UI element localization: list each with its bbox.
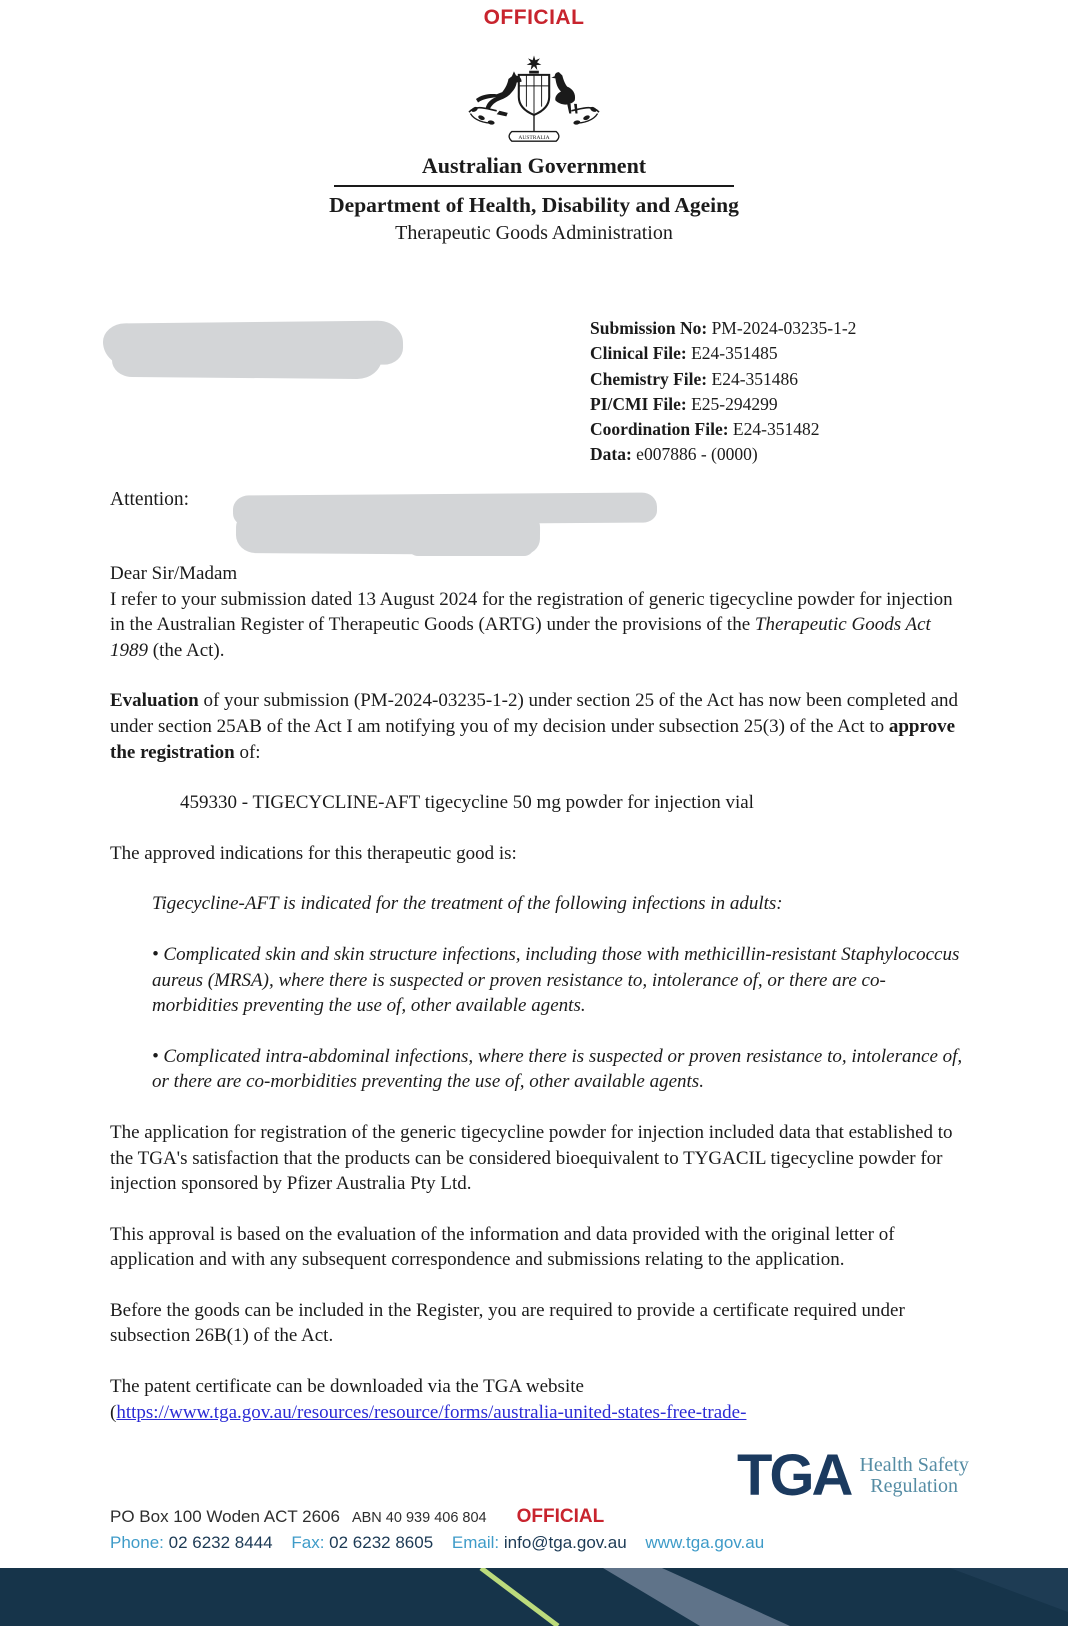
agency-title: Therapeutic Goods Administration (395, 222, 673, 244)
footer-fax-value: 02 6232 8605 (329, 1533, 434, 1552)
indication-bullet-text: Complicated skin and skin structure infections, including those with methicillin-resistant Staphylococcus aureus (MRSA), where there is suspected or proven resistance to, intolerance of, or there are co-morbidities preventing the use of, other available agents. (152, 943, 960, 1017)
header-divider (334, 185, 734, 187)
paragraph-approval: This approval is based on the evaluation of the information and data provided with the original letter of application and with any subsequent correspondence and submissions relating to the application. (110, 1223, 895, 1271)
official-banner-bottom: OFFICIAL (516, 1506, 605, 1527)
tga-tagline-line1: Health Safety (859, 1454, 969, 1476)
paragraph-patent (110, 1374, 964, 1425)
indication-bullet (152, 1044, 964, 1095)
reference-value: PM-2024-03235-1-2 (707, 318, 857, 338)
reference-row (590, 392, 856, 417)
official-banner-top: OFFICIAL (483, 6, 585, 29)
evaluation-bold: Evaluation (110, 690, 199, 712)
paragraph-evaluation (110, 688, 964, 765)
paren: ( (110, 1401, 117, 1423)
patent-text: The patent certificate can be downloaded via the TGA website (110, 1376, 584, 1398)
evaluation-text: of your submission (PM-2024-03235-1-2) under section 25 of the Act has now been completed and under section 25AB of the Act I am notifying you of my decision under subsection 25(3) of the Act to (110, 690, 959, 737)
attention-label: Attention: (110, 489, 190, 510)
paragraph-certificate: Before the goods can be included in the Register, you are required to provide a certificate required under subsection 26B(1) of the Act. (110, 1299, 905, 1347)
reference-label: Chemistry File: (590, 368, 708, 389)
footer-address-line (110, 1506, 764, 1528)
footer-fax-label: Fax: (291, 1533, 325, 1552)
paragraph-intro (110, 587, 964, 664)
redaction-blob-address (112, 337, 382, 379)
reference-block (590, 316, 856, 468)
reference-label: PI/CMI File: (590, 393, 687, 414)
letterhead (0, 54, 1068, 245)
product-line: 459330 - TIGECYCLINE-AFT tigecycline 50 mg powder for injection vial (180, 792, 754, 814)
tga-tagline (859, 1455, 968, 1497)
indications-heading: The approved indications for this therapeutic good is: (110, 842, 517, 864)
intro-text-end: (the Act). (148, 639, 225, 661)
reference-label: Clinical File: (590, 343, 687, 364)
bullet-icon: • (152, 943, 164, 965)
reference-row (590, 417, 856, 442)
tga-acronym: TGA (737, 1443, 851, 1508)
footer-email-value: info@tga.gov.au (503, 1533, 627, 1552)
reference-label: Coordination File: (590, 419, 729, 440)
salutation: Dear Sir/Madam (110, 563, 238, 584)
reference-label: Submission No: (590, 318, 708, 338)
band-graphic (0, 1568, 1068, 1626)
reference-value: e007886 - (0000) (631, 444, 758, 465)
footer-phone-value: 02 6232 8444 (168, 1533, 273, 1552)
footer-email-label: Email: (451, 1533, 500, 1552)
intro-text: I refer to your submission dated 13 August 2024 for the registration of generic tigecycline powder for injection in the Australian Register of Therapeutic Goods (ARTG) under the provisions of the (110, 588, 953, 636)
footer-abn: ABN 40 939 406 804 (351, 1510, 487, 1526)
bottom-band (0, 1568, 1068, 1626)
svg-text:AUSTRALIA: AUSTRALIA (518, 135, 550, 142)
reference-value: E24-351485 (686, 343, 778, 364)
patent-link[interactable]: https://www.tga.gov.au/resources/resource/forms/australia-united-states-free-trade- (116, 1401, 747, 1423)
reference-row (590, 442, 856, 467)
footer-phone-label: Phone: (110, 1533, 164, 1552)
footer-address: PO Box 100 Woden ACT 2606 (110, 1507, 340, 1526)
redaction-blob-attention (408, 536, 534, 556)
indication-bullet (152, 942, 964, 1019)
australian-coat-of-arms-icon (458, 54, 610, 151)
approve-registration-bold: approve the registration (110, 715, 956, 763)
reference-value: E25-294299 (686, 393, 778, 414)
paragraph-application: The application for registration of the generic tigecycline powder for injection included data that established to the TGA's satisfaction that the products can be considered bioequivalent to TYGACIL tigecycline powder for injection sponsored by Pfizer Australia Pty Ltd. (110, 1121, 953, 1195)
tga-tagline-line2: Regulation (870, 1475, 959, 1497)
reference-row (590, 367, 856, 392)
tga-logo (737, 1443, 969, 1508)
government-title: Australian Government (421, 153, 647, 178)
reference-row (590, 316, 856, 341)
act-title-italic: Therapeutic Goods Act 1989 (110, 614, 931, 661)
reference-row (590, 341, 856, 366)
department-title: Department of Health, Disability and Ageing (329, 193, 739, 217)
footer-contact-line (110, 1533, 764, 1553)
indication-intro: Tigecycline-AFT is indicated for the treatment of the following infections in adults: (152, 893, 783, 915)
reference-label: Data: (590, 444, 632, 465)
footer (110, 1506, 764, 1553)
reference-value: E24-351486 (707, 368, 799, 389)
indication-bullet-text: Complicated intra-abdominal infections, where there is suspected or proven resistance to, intolerance of, or there are co-morbidities preventing the use of, other available agents. (152, 1045, 963, 1093)
bullet-icon: • (152, 1045, 164, 1067)
reference-value: E24-351482 (728, 419, 820, 440)
evaluation-text-end: of: (234, 741, 261, 763)
footer-website-link: www.tga.gov.au (645, 1533, 765, 1552)
letter-body (110, 561, 964, 1425)
